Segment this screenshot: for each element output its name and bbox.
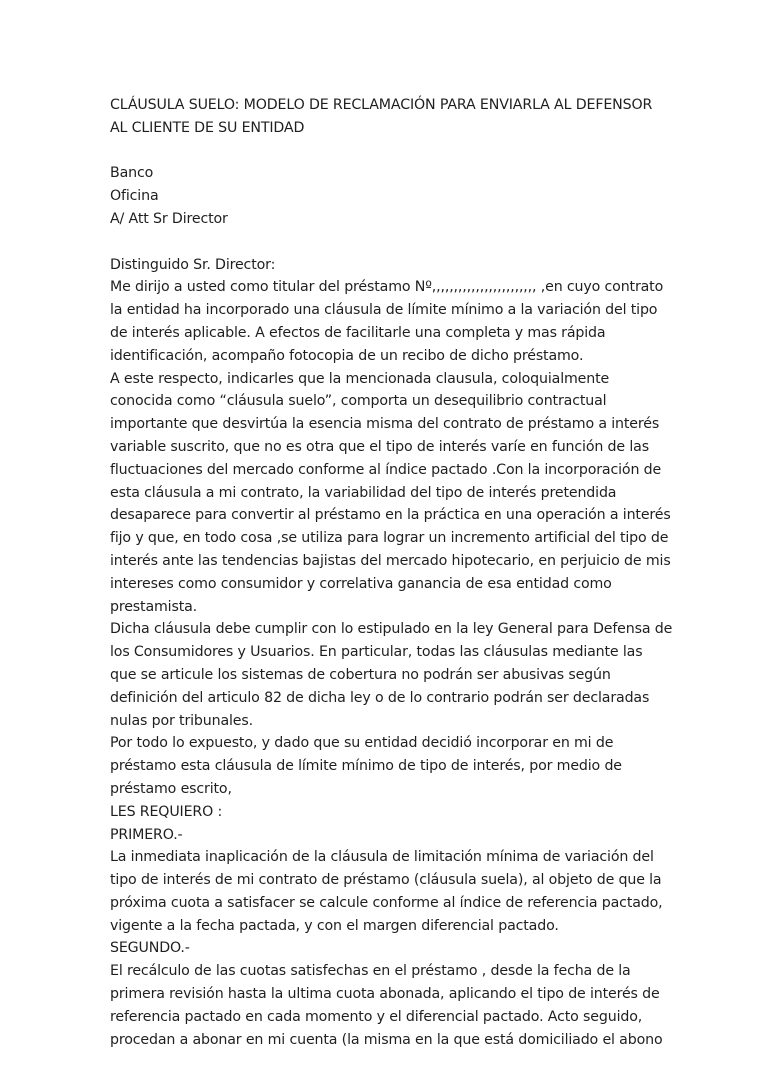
body-line: fluctuaciones del mercado conforme al índice pactado .Con la incorporación de	[110, 461, 662, 478]
paragraph-gap	[110, 140, 670, 163]
body-line: LES REQUIERO :	[110, 803, 223, 820]
body-line: identificación, acompaño fotocopia de un recibo de dicho préstamo.	[110, 347, 584, 364]
body-line: préstamo esta cláusula de límite mínimo de tipo de interés, por medio de	[110, 758, 622, 775]
address-block	[110, 162, 670, 230]
body-line: primera revisión hasta la ultima cuota abonada, aplicando el tipo de interés de	[110, 986, 660, 1003]
body-line: importante que desvirtúa la esencia misma del contrato de préstamo a interés	[110, 416, 660, 433]
letter-content	[110, 94, 673, 1051]
body-line: tipo de interés de mi contrato de préstamo (cláusula suela), al objeto de que la	[110, 872, 662, 889]
body-line: Dicha cláusula debe cumplir con lo estipulado en la ley General para Defensa de	[110, 621, 673, 638]
body-line: SEGUNDO.-	[110, 940, 190, 957]
body-line: vigente a la fecha pactada, y con el margen diferencial pactado.	[110, 917, 559, 934]
letter-body	[110, 254, 673, 1052]
body-line: de interés aplicable. A efectos de facilitarle una completa y mas rápida	[110, 324, 606, 341]
body-line: la entidad ha incorporado una cláusula de límite mínimo a la variación del tipo	[110, 302, 658, 319]
body-line: préstamo escrito,	[110, 780, 232, 797]
body-line: Distinguido Sr. Director:	[110, 256, 276, 273]
title-line: CLÁUSULA SUELO: MODELO DE RECLAMACIÓN PARA ENVIARLA AL DEFENSOR	[110, 97, 653, 113]
body-line: Por todo lo expuesto, y dado que su entidad decidió incorporar en mi de	[110, 735, 614, 752]
body-line: que se articule los sistemas de cobertura no podrán ser abusivas según	[110, 666, 611, 683]
body-line: A este respecto, indicarles que la mencionada clausula, coloquialmente	[110, 370, 610, 387]
body-line: La inmediata inaplicación de la cláusula de limitación mínima de variación del	[110, 849, 654, 866]
address-line: A/ Att Sr Director	[110, 210, 228, 227]
body-line: los Consumidores y Usuarios. En particular, todas las cláusulas mediante las	[110, 644, 643, 661]
body-line: próxima cuota a satisfacer se calcule conforme al índice de referencia pactado,	[110, 894, 663, 911]
body-line: referencia pactado en cada momento y el diferencial pactado. Acto seguido,	[110, 1008, 643, 1025]
title-line: AL CLIENTE DE SU ENTIDAD	[110, 119, 305, 136]
body-line: desaparece para convertir al préstamo en la práctica en una operación a interés	[110, 507, 671, 524]
body-line: variable suscrito, que no es otra que el tipo de interés varíe en función de las	[110, 438, 649, 455]
document-title	[110, 94, 670, 140]
body-line: procedan a abonar en mi cuenta (la misma en la que está domiciliado el abono	[110, 1031, 663, 1048]
body-line: prestamista.	[110, 598, 198, 615]
body-line: esta cláusula a mi contrato, la variabilidad del tipo de interés pretendida	[110, 484, 617, 501]
body-line: definición del articulo 82 de dicha ley o de lo contrario podrán ser declaradas	[110, 689, 650, 706]
body-line: Me dirijo a usted como titular del préstamo Nº,,,,,,,,,,,,,,,,,,,,,,,, ,en cuyo contrato	[110, 279, 664, 296]
body-line: El recálculo de las cuotas satisfechas en el préstamo , desde la fecha de la	[110, 963, 631, 980]
paragraph-gap	[110, 231, 670, 254]
body-line: conocida como “cláusula suelo”, comporta un desequilibrio contractual	[110, 393, 607, 410]
body-line: fijo y que, en todo cosa ,se utiliza para lograr un incremento artificial del tipo de	[110, 530, 669, 547]
body-line: nulas por tribunales.	[110, 712, 253, 729]
address-line: Banco	[110, 165, 154, 182]
body-line: interés ante las tendencias bajistas del mercado hipotecario, en perjuicio de mis	[110, 552, 671, 569]
address-line: Oficina	[110, 188, 159, 205]
body-line: PRIMERO.-	[110, 826, 183, 843]
body-line: intereses como consumidor y correlativa ganancia de esa entidad como	[110, 575, 612, 592]
